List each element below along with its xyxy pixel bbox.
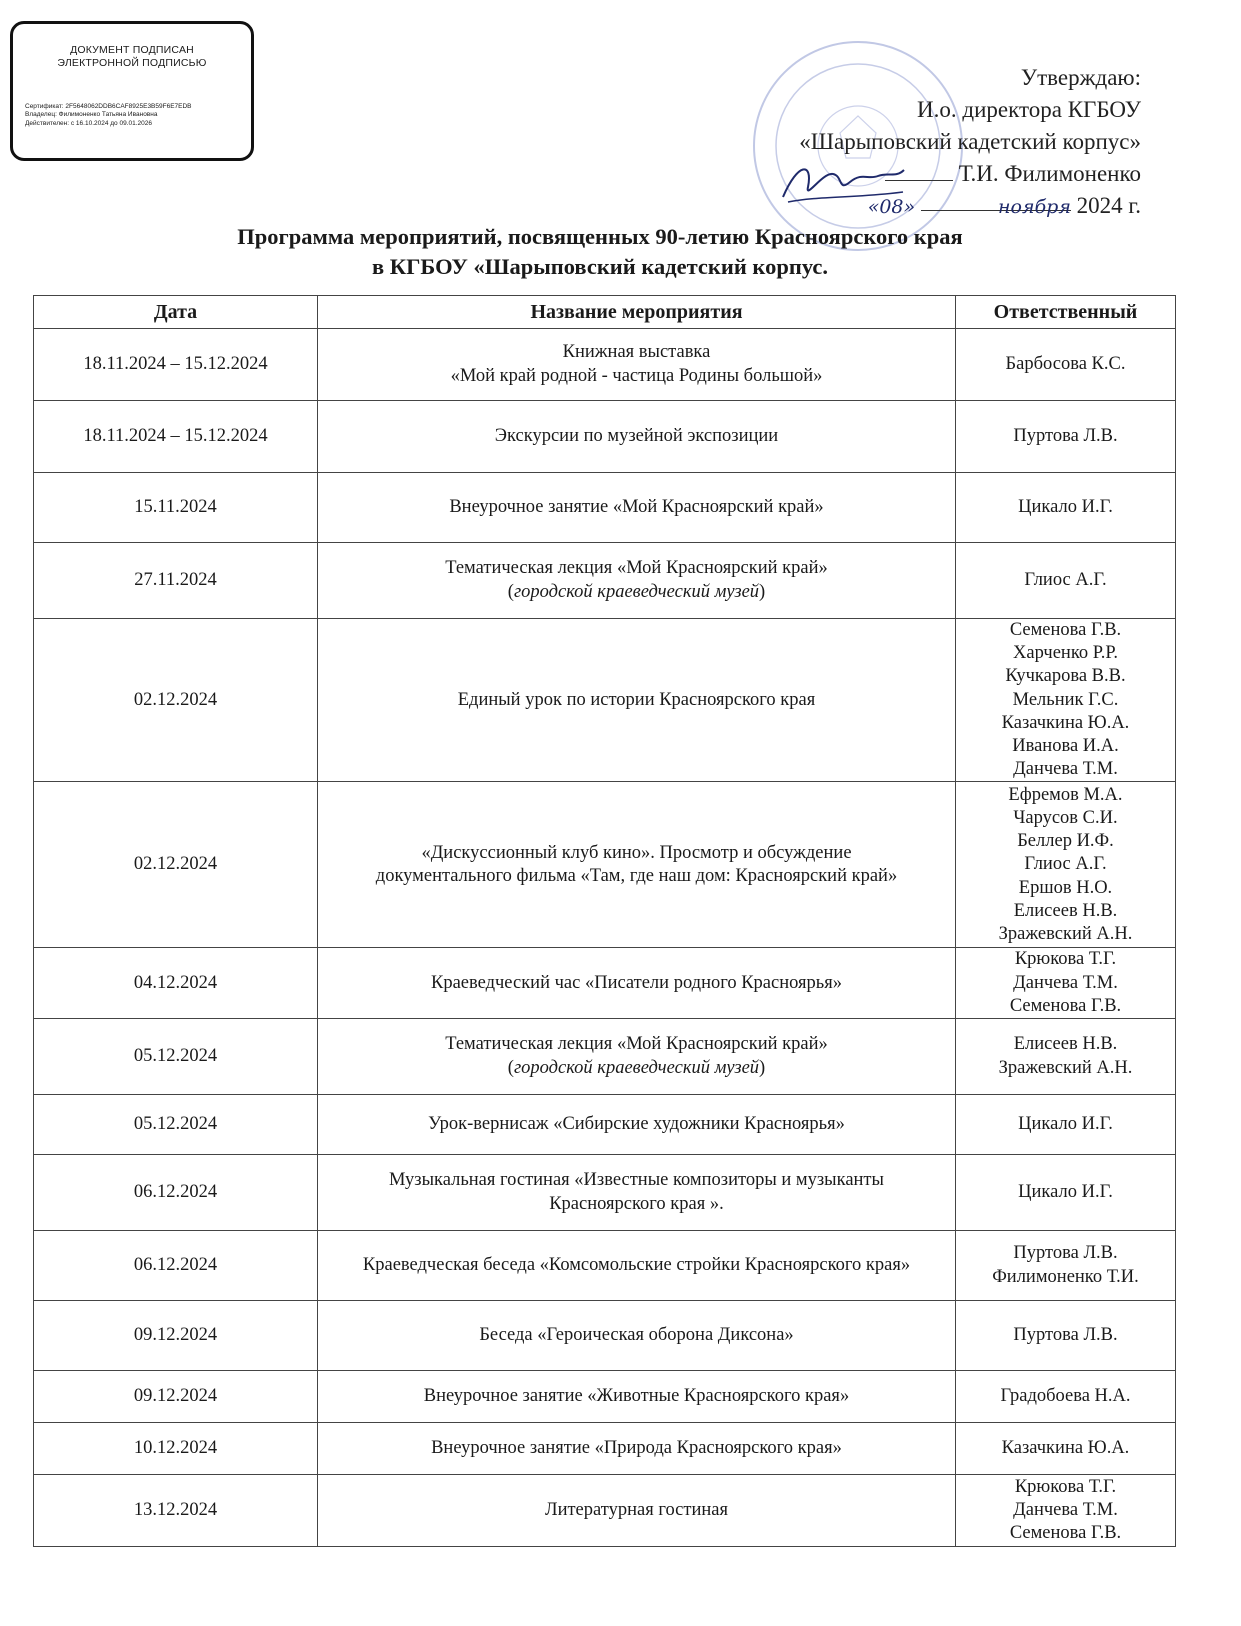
approval-date-line [799, 190, 1141, 223]
event-name [318, 1155, 956, 1231]
approval-block [799, 62, 1141, 223]
event-name [318, 1301, 956, 1371]
responsible-person: Глиос А.Г. [1024, 569, 1107, 590]
event-responsible [956, 1371, 1176, 1423]
event-date: 27.11.2024 [34, 543, 318, 619]
table-row [34, 1019, 1176, 1095]
event-name [318, 619, 956, 782]
event-date: 18.11.2024 – 15.12.2024 [34, 401, 318, 473]
responsible-person: Казачкина Ю.А. [1001, 712, 1130, 733]
event-name-line: Музыкальная гостиная «Известные композиторы и музыканты [389, 1170, 884, 1191]
event-name [318, 1371, 956, 1423]
responsible-person: Харченко Р.Р. [1013, 643, 1118, 664]
table-row [34, 1095, 1176, 1155]
event-date: 10.12.2024 [34, 1423, 318, 1475]
approval-month-blank [921, 190, 1071, 218]
responsible-person: Филимоненко Т.И. [992, 1266, 1139, 1287]
header-date: Дата [34, 296, 318, 329]
approval-day: «08» [867, 196, 916, 218]
responsible-person: Иванова И.А. [1012, 736, 1119, 757]
event-name-line: Внеурочное занятие «Природа Красноярского края» [431, 1437, 842, 1458]
table-row [34, 401, 1176, 473]
responsible-person: Данчева Т.М. [1013, 1499, 1118, 1520]
approval-line1: Утверждаю: [1020, 65, 1141, 90]
event-responsible [956, 1095, 1176, 1155]
electronic-signature-box [10, 21, 254, 161]
table-row [34, 329, 1176, 401]
event-date: 15.11.2024 [34, 473, 318, 543]
event-name-line: Красноярского края ». [549, 1193, 724, 1214]
approval-signer-line [799, 158, 1141, 190]
responsible-person: Семенова Г.В. [1009, 995, 1122, 1016]
responsible-person: Елисеев Н.В. [1013, 900, 1118, 921]
table-row [34, 619, 1176, 782]
responsible-person: Ефремов М.А. [1008, 784, 1123, 805]
document-title-line1: Программа мероприятий, посвященных 90-летию Красноярского края [237, 224, 963, 249]
responsible-person: Цикало И.Г. [1018, 496, 1113, 517]
event-name [318, 329, 956, 401]
document-title-line2: в КГБОУ «Шарыповский кадетский корпус. [371, 254, 828, 279]
responsible-person: Цикало И.Г. [1018, 1181, 1113, 1202]
responsible-person: Крюкова Т.Г. [1014, 949, 1117, 970]
event-name [318, 1475, 956, 1547]
table-row [34, 1475, 1176, 1547]
event-name [318, 473, 956, 543]
event-name-line: «Дискуссионный клуб кино». Просмотр и обсуждение [421, 842, 852, 863]
responsible-person: Чарусов С.И. [1013, 807, 1118, 828]
approval-line3: «Шарыповский кадетский корпус» [799, 129, 1141, 154]
responsible-person: Кучкарова В.В. [1005, 666, 1126, 687]
event-name-line: Внеурочное занятие «Животные Красноярского края» [423, 1385, 850, 1406]
event-name [318, 1423, 956, 1475]
event-responsible [956, 401, 1176, 473]
event-name-line: Тематическая лекция «Мой Красноярский край» [445, 558, 828, 579]
signature-validity: Действителен: с 16.10.2024 до 09.01.2026 [25, 119, 153, 127]
header-responsible: Ответственный [956, 296, 1176, 329]
event-name-line: Внеурочное занятие «Мой Красноярский край» [449, 496, 824, 517]
table-row [34, 1371, 1176, 1423]
event-location-note: городской краеведческий музей [513, 1057, 760, 1078]
approval-year: 2024 г. [1076, 193, 1141, 218]
event-name [318, 543, 956, 619]
event-date: 04.12.2024 [34, 948, 318, 1019]
event-date: 02.12.2024 [34, 782, 318, 948]
event-date: 06.12.2024 [34, 1231, 318, 1301]
event-name-line: документального фильма «Там, где наш дом: Красноярский край» [375, 865, 898, 886]
event-name-line: Беседа «Героическая оборона Диксона» [479, 1324, 794, 1345]
table-row [34, 1301, 1176, 1371]
event-date: 09.12.2024 [34, 1301, 318, 1371]
responsible-person: Цикало И.Г. [1018, 1113, 1113, 1134]
event-date: 09.12.2024 [34, 1371, 318, 1423]
responsible-person: Данчева Т.М. [1013, 759, 1118, 780]
signature-details [25, 103, 192, 128]
responsible-person: Беллер И.Ф. [1017, 831, 1114, 852]
responsible-person: Пуртова Л.В. [1013, 425, 1118, 446]
event-name-line: Урок-вернисаж «Сибирские художники Красноярья» [428, 1113, 845, 1134]
table-row [34, 1231, 1176, 1301]
responsible-person: Казачкина Ю.А. [1001, 1437, 1130, 1458]
table-row [34, 1423, 1176, 1475]
event-responsible [956, 1475, 1176, 1547]
event-name-line: Книжная выставка [562, 342, 711, 363]
responsible-person: Ершов Н.О. [1018, 877, 1113, 898]
responsible-person: Елисеев Н.В. [1013, 1034, 1118, 1055]
event-name-line: Единый урок по истории Красноярского края [457, 689, 816, 710]
signature-owner: Владелец: Филимоненко Татьяна Ивановна [25, 111, 158, 119]
responsible-person: Пуртова Л.В. [1013, 1243, 1118, 1264]
event-name [318, 1019, 956, 1095]
event-name-line: Экскурсии по музейной экспозиции [494, 425, 779, 446]
event-name-line: Краеведческий час «Писатели родного Красноярья» [430, 972, 842, 993]
table-row [34, 543, 1176, 619]
event-date: 05.12.2024 [34, 1095, 318, 1155]
table-row [34, 782, 1176, 948]
event-date: 18.11.2024 – 15.12.2024 [34, 329, 318, 401]
event-responsible [956, 543, 1176, 619]
signature-blank [885, 160, 953, 181]
approval-line2: И.о. директора КГБОУ [917, 97, 1141, 122]
event-responsible [956, 1155, 1176, 1231]
event-name [318, 1231, 956, 1301]
event-responsible [956, 1423, 1176, 1475]
event-responsible [956, 782, 1176, 948]
table-header-row [34, 296, 1176, 329]
event-name-line: Тематическая лекция «Мой Красноярский край» [445, 1034, 828, 1055]
event-name-line: Литературная гостиная [545, 1499, 728, 1520]
event-date: 05.12.2024 [34, 1019, 318, 1095]
signature-box-title [13, 44, 251, 70]
event-name [318, 401, 956, 473]
event-responsible [956, 1301, 1176, 1371]
responsible-person: Зражевский А.Н. [998, 1057, 1133, 1078]
event-name [318, 1095, 956, 1155]
responsible-person: Мельник Г.С. [1012, 689, 1119, 710]
event-date: 02.12.2024 [34, 619, 318, 782]
responsible-person: Семенова Г.В. [1009, 1523, 1122, 1544]
responsible-person: Пуртова Л.В. [1013, 1324, 1118, 1345]
event-name [318, 782, 956, 948]
event-responsible [956, 1231, 1176, 1301]
header-event: Название мероприятия [318, 296, 956, 329]
table-row [34, 948, 1176, 1019]
event-responsible [956, 948, 1176, 1019]
event-note-line: (городской краеведческий музей) [507, 581, 766, 602]
approval-signer: Т.И. Филимоненко [958, 161, 1141, 186]
responsible-person: Крюкова Т.Г. [1014, 1476, 1117, 1497]
approval-month: ноября [998, 196, 1071, 218]
event-responsible [956, 473, 1176, 543]
signature-certificate: Сертификат: 2F5648062DDB6CAF8925E3B59F6E7EDB [25, 103, 192, 110]
document-title [120, 222, 1080, 282]
signature-title-line1: ДОКУМЕНТ ПОДПИСАН [70, 44, 194, 56]
responsible-person: Глиос А.Г. [1024, 854, 1107, 875]
events-table [33, 295, 1176, 1547]
event-responsible [956, 329, 1176, 401]
signature-title-line2: ЭЛЕКТРОННОЙ ПОДПИСЬЮ [57, 57, 207, 69]
responsible-person: Зражевский А.Н. [998, 923, 1133, 944]
event-date: 13.12.2024 [34, 1475, 318, 1547]
event-responsible [956, 619, 1176, 782]
event-location-note: городской краеведческий музей [513, 581, 760, 602]
table-row [34, 473, 1176, 543]
responsible-person: Барбосова К.С. [1005, 353, 1126, 374]
event-date: 06.12.2024 [34, 1155, 318, 1231]
event-name [318, 948, 956, 1019]
table-row [34, 1155, 1176, 1231]
responsible-person: Данчева Т.М. [1013, 972, 1118, 993]
event-name-line: «Мой край родной - частица Родины большой» [450, 365, 823, 386]
event-note-line: (городской краеведческий музей) [507, 1057, 766, 1078]
responsible-person: Градобоева Н.А. [1000, 1385, 1131, 1406]
event-responsible [956, 1019, 1176, 1095]
responsible-person: Семенова Г.В. [1009, 620, 1122, 640]
event-name-line: Краеведческая беседа «Комсомольские стройки Красноярского края» [362, 1254, 911, 1275]
